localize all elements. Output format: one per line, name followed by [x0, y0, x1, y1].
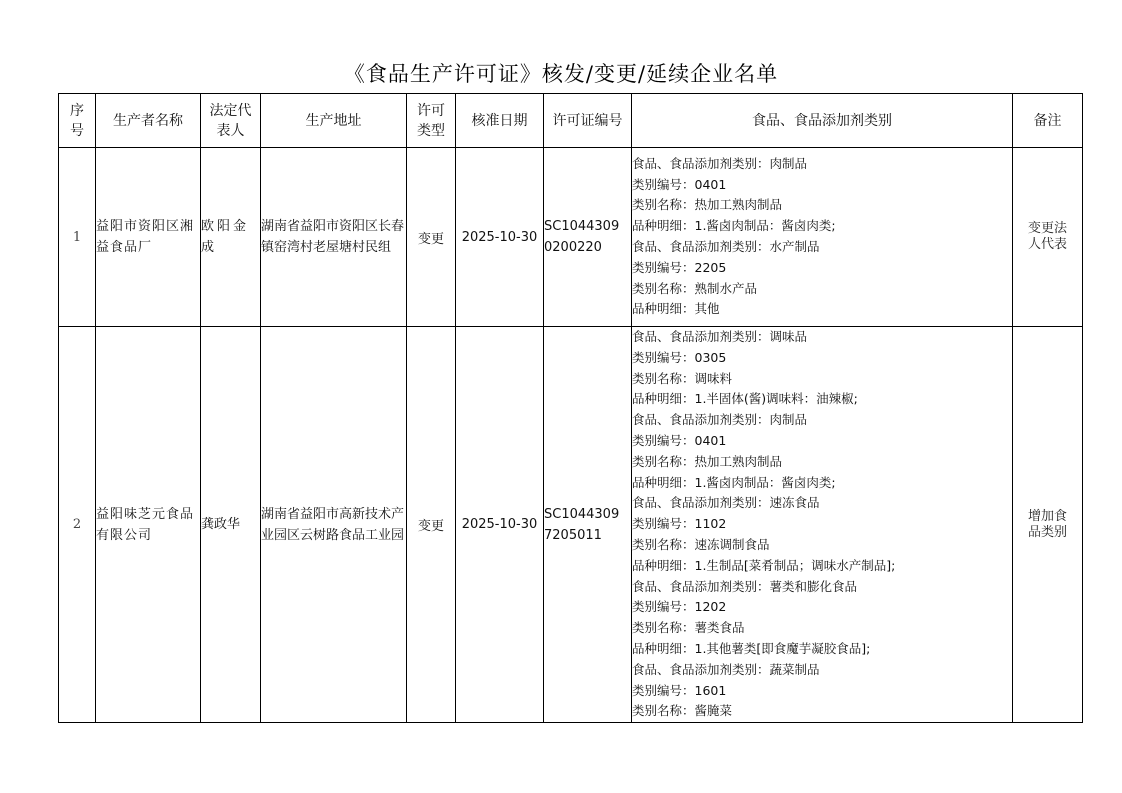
header-legal-rep: 法定代表人: [201, 94, 261, 148]
category-line: 食品、食品添加剂类别：速冻食品: [632, 495, 820, 511]
category-line: 类别名称：熟制水产品: [632, 280, 758, 296]
category-line: 类别编号：0401: [632, 432, 727, 448]
header-producer: 生产者名称: [96, 94, 201, 148]
category-line: 品种明细：1.酱卤肉制品：酱卤肉类;: [632, 218, 836, 234]
category-line: 食品、食品添加剂类别：蔬菜制品: [632, 661, 820, 677]
header-seq: 序号: [59, 94, 96, 148]
legal-representative: 欧阳金成: [201, 148, 261, 327]
category-line: 类别名称：调味料: [632, 370, 733, 386]
remarks: [1013, 148, 1083, 327]
category-line: 食品、食品添加剂类别：肉制品: [632, 412, 808, 428]
license-type: 变更: [407, 327, 456, 723]
category-line: 类别名称：热加工熟肉制品: [632, 197, 783, 213]
category-line: 品种明细：1.酱卤肉制品：酱卤肉类;: [632, 474, 836, 490]
category-line: 品种明细：1.其他薯类[即食魔芋凝胶食品];: [632, 640, 871, 656]
license-list-table: [58, 93, 1083, 723]
category-line: 类别编号：0305: [632, 349, 727, 365]
category-line: 类别编号：2205: [632, 259, 727, 275]
header-license-type: 许可类型: [407, 94, 456, 148]
category-line: 食品、食品添加剂类别：肉制品: [632, 155, 808, 171]
producer-name: 益阳市资阳区湘益食品厂: [96, 148, 201, 327]
license-number: [544, 148, 632, 327]
approval-date: 2025-10-30: [456, 327, 544, 723]
header-remarks: 备注: [1013, 94, 1083, 148]
category-line: 品种明细：1.半固体(酱)调味料：油辣椒;: [632, 391, 858, 407]
remarks-text: 增加食品类别: [1027, 508, 1067, 540]
category-line: 类别名称：热加工熟肉制品: [632, 453, 783, 469]
license-number-part-2: 7205011: [544, 527, 602, 543]
page-title: 《食品生产许可证》核发/变更/延续企业名单: [343, 62, 779, 86]
header-license-no: 许可证编号: [544, 94, 632, 148]
producer-name: 益阳味芝元食品有限公司: [96, 327, 201, 723]
license-type: 变更: [407, 148, 456, 327]
category-line: 食品、食品添加剂类别：薯类和膨化食品: [632, 578, 858, 594]
category-line: 品种明细：其他: [632, 301, 720, 317]
header-approval-date: 核准日期: [456, 94, 544, 148]
license-number-part-2: 0200220: [544, 240, 602, 255]
category-line: 类别名称：酱腌菜: [632, 703, 733, 719]
row-seq: 2: [59, 327, 96, 723]
category-line: 食品、食品添加剂类别：调味品: [632, 329, 808, 344]
header-row: [59, 94, 1083, 148]
category-line: 类别编号：1102: [632, 516, 727, 532]
approval-date: 2025-10-30: [456, 148, 544, 327]
category-line: 食品、食品添加剂类别：水产制品: [632, 239, 820, 254]
food-categories: [632, 148, 1013, 327]
table-row: [59, 327, 1083, 723]
header-categories: 食品、食品添加剂类别: [632, 94, 1013, 148]
header-address: 生产地址: [261, 94, 407, 148]
category-line: 类别名称：薯类食品: [632, 620, 745, 636]
category-line: 类别编号：0401: [632, 176, 727, 192]
food-categories: [632, 327, 1013, 723]
license-number-part-1: SC1044309: [544, 506, 620, 522]
category-line: 品种明细：1.生制品[菜肴制品；调味水产制品];: [632, 557, 896, 573]
license-number-part-1: SC1044309: [544, 219, 620, 234]
legal-representative: 龚政华: [201, 327, 261, 723]
production-address: 湖南省益阳市高新技术产业园区云树路食品工业园: [261, 327, 407, 723]
category-line: 类别编号：1202: [632, 599, 727, 615]
row-seq: 1: [59, 148, 96, 327]
production-address: 湖南省益阳市资阳区长春镇窑湾村老屋塘村民组: [261, 148, 407, 327]
category-line: 类别编号：1601: [632, 682, 727, 698]
table-row: [59, 148, 1083, 327]
license-number: [544, 327, 632, 723]
remarks-text: 变更法人代表: [1027, 221, 1067, 252]
remarks: [1013, 327, 1083, 723]
category-line: 类别名称：速冻调制食品: [632, 536, 770, 552]
